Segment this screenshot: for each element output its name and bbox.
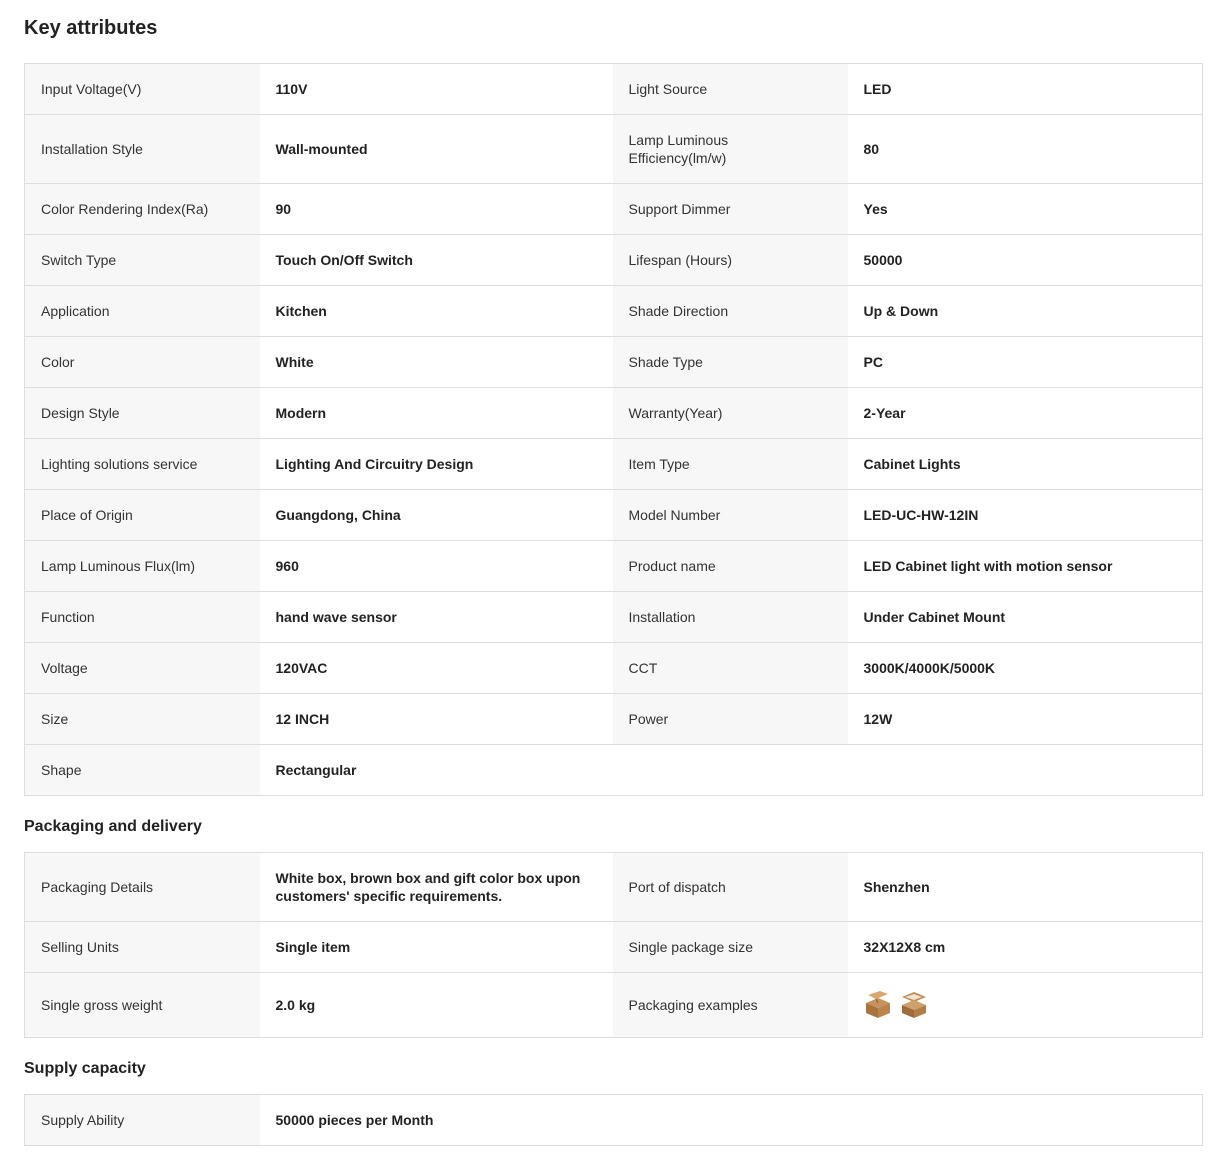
attribute-label: Lighting solutions service xyxy=(25,439,260,490)
attribute-label: Single package size xyxy=(613,922,848,973)
table-row xyxy=(25,1095,1203,1146)
key-attributes-title: Key attributes xyxy=(24,17,158,39)
packaging-examples-cell xyxy=(848,973,1203,1038)
table-row xyxy=(25,490,1203,541)
attribute-value: Touch On/Off Switch xyxy=(260,235,613,286)
attribute-label: Item Type xyxy=(613,439,848,490)
table-row xyxy=(25,853,1203,922)
attribute-label-text: Lamp Luminous Efficiency(lm/w) xyxy=(628,132,729,166)
table-row xyxy=(25,388,1203,439)
attribute-label: Lifespan (Hours) xyxy=(613,235,848,286)
attribute-value: 2.0 kg xyxy=(260,973,613,1038)
attribute-value: Single item xyxy=(260,922,613,973)
attribute-label: Shade Type xyxy=(613,337,848,388)
attribute-value: 120VAC xyxy=(260,643,613,694)
attribute-value: 50000 xyxy=(848,235,1203,286)
table-row xyxy=(25,973,1203,1038)
attribute-value: White xyxy=(260,337,613,388)
attribute-label: Support Dimmer xyxy=(613,184,848,235)
attribute-label: Shape xyxy=(25,745,260,796)
attribute-value: Cabinet Lights xyxy=(848,439,1203,490)
empty-cell xyxy=(848,745,1203,796)
packaging-delivery-title: Packaging and delivery xyxy=(24,818,202,835)
empty-cell xyxy=(613,745,848,796)
attribute-value: 110V xyxy=(260,64,613,115)
table-row xyxy=(25,745,1203,796)
attribute-value: 960 xyxy=(260,541,613,592)
attribute-value: 3000K/4000K/5000K xyxy=(848,643,1203,694)
attribute-value: 12 INCH xyxy=(260,694,613,745)
key-attributes-table xyxy=(24,63,1203,796)
attribute-value: White box, brown box and gift color box upon customers' specific requirements. xyxy=(260,853,613,922)
packaging-table xyxy=(24,852,1203,1038)
attribute-value: Wall-mounted xyxy=(260,115,613,184)
attribute-label: Packaging examples xyxy=(613,973,848,1038)
attribute-label: CCT xyxy=(613,643,848,694)
attribute-label: Product name xyxy=(613,541,848,592)
attribute-value: Guangdong, China xyxy=(260,490,613,541)
attribute-label: Single gross weight xyxy=(25,973,260,1038)
attribute-value: Lighting And Circuitry Design xyxy=(260,439,613,490)
table-row xyxy=(25,235,1203,286)
packaging-example-gallery xyxy=(864,989,1187,1021)
attribute-label: Installation xyxy=(613,592,848,643)
supply-table xyxy=(24,1094,1203,1146)
attribute-value: 50000 pieces per Month xyxy=(260,1095,613,1146)
empty-cell xyxy=(848,1095,1203,1146)
attribute-label: Voltage xyxy=(25,643,260,694)
attribute-label: Switch Type xyxy=(25,235,260,286)
attribute-value: LED Cabinet light with motion sensor xyxy=(848,541,1203,592)
attribute-value: PC xyxy=(848,337,1203,388)
table-row xyxy=(25,184,1203,235)
table-row xyxy=(25,286,1203,337)
attribute-label: Warranty(Year) xyxy=(613,388,848,439)
table-row xyxy=(25,337,1203,388)
attribute-value: Up & Down xyxy=(848,286,1203,337)
attribute-label: Supply Ability xyxy=(25,1095,260,1146)
attribute-label: Model Number xyxy=(613,490,848,541)
attribute-label: Color Rendering Index(Ra) xyxy=(25,184,260,235)
table-row xyxy=(25,541,1203,592)
supply-capacity-title: Supply capacity xyxy=(24,1060,146,1077)
attribute-value: Shenzhen xyxy=(848,853,1203,922)
attribute-label: Place of Origin xyxy=(25,490,260,541)
attribute-value: LED xyxy=(848,64,1203,115)
attribute-label: Packaging Details xyxy=(25,853,260,922)
attribute-label: Lamp Luminous Flux(lm) xyxy=(25,541,260,592)
attribute-label: Power xyxy=(613,694,848,745)
attribute-label: Function xyxy=(25,592,260,643)
attribute-label: Port of dispatch xyxy=(613,853,848,922)
attribute-value: 90 xyxy=(260,184,613,235)
attribute-label: Application xyxy=(25,286,260,337)
attribute-value: 12W xyxy=(848,694,1203,745)
attribute-label: Selling Units xyxy=(25,922,260,973)
table-row xyxy=(25,694,1203,745)
empty-cell xyxy=(613,1095,848,1146)
attribute-label: Color xyxy=(25,337,260,388)
table-row xyxy=(25,592,1203,643)
attribute-value: 32X12X8 cm xyxy=(848,922,1203,973)
attribute-label: Installation Style xyxy=(25,115,260,184)
attribute-value: Rectangular xyxy=(260,745,613,796)
attribute-label xyxy=(613,115,848,184)
table-row xyxy=(25,64,1203,115)
attribute-label: Design Style xyxy=(25,388,260,439)
open-box-image[interactable] xyxy=(864,989,892,1021)
attribute-value: Kitchen xyxy=(260,286,613,337)
attribute-label: Shade Direction xyxy=(613,286,848,337)
attribute-value: LED-UC-HW-12IN xyxy=(848,490,1203,541)
table-row xyxy=(25,643,1203,694)
attribute-value: Under Cabinet Mount xyxy=(848,592,1203,643)
attribute-label: Input Voltage(V) xyxy=(25,64,260,115)
attribute-value: Yes xyxy=(848,184,1203,235)
table-row xyxy=(25,115,1203,184)
table-row xyxy=(25,922,1203,973)
attribute-value: 2-Year xyxy=(848,388,1203,439)
attribute-value: hand wave sensor xyxy=(260,592,613,643)
attribute-value: Modern xyxy=(260,388,613,439)
attribute-label: Size xyxy=(25,694,260,745)
attribute-label: Light Source xyxy=(613,64,848,115)
attribute-value: 80 xyxy=(848,115,1203,184)
table-row xyxy=(25,439,1203,490)
box-with-lid-image[interactable] xyxy=(900,989,928,1021)
